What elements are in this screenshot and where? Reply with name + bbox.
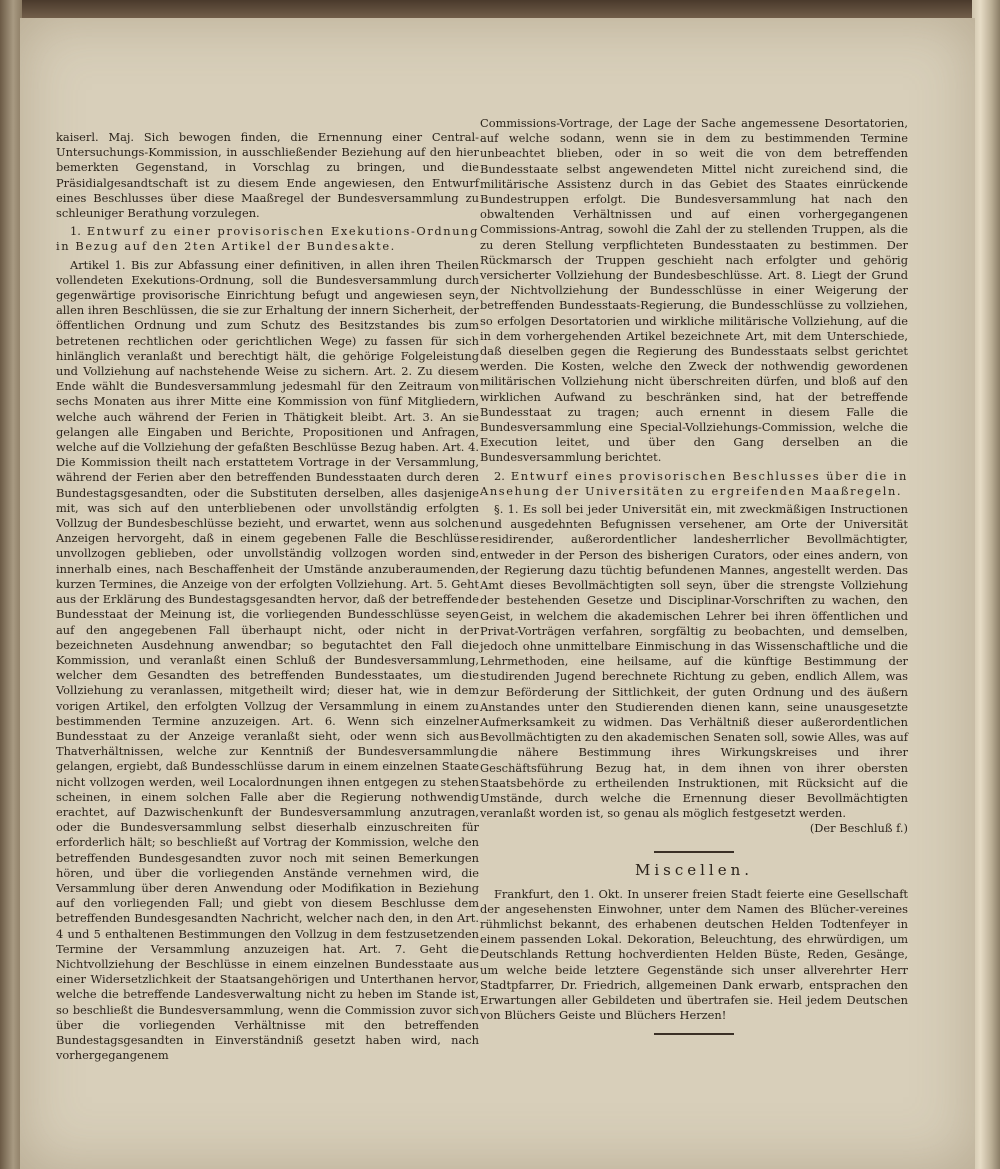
section-heading-2 bbox=[480, 469, 908, 499]
section-heading-1-text: Entwurf zu einer provisorischen Exekutions-Ordnung in Bezug auf den 2ten Artikel der Bundesakte. bbox=[56, 224, 479, 254]
paragraph-section-1 bbox=[480, 502, 908, 836]
book-spine bbox=[0, 0, 22, 1169]
left-column bbox=[56, 130, 479, 1066]
miscellany-heading: Miscellen. bbox=[634, 861, 754, 880]
page-stack-edge bbox=[972, 0, 1000, 1169]
section-number-1: 1. bbox=[70, 224, 81, 239]
section-heading-1 bbox=[56, 224, 479, 254]
right-column bbox=[480, 116, 908, 1035]
intro-paragraph: kaiserl. Maj. Sich bewogen finden, die Ernennung einer Central-Untersuchungs-Kommission, in ausschließender Beziehung auf den hier bemerkten Gegenstand, in Vorschlag zu bringen, und die Präsidialgesandtschaft ist zu diesem Ende angewiesen, den Entwurf eines Beschlusses über diese Maaßregel der Bundesversammlung zu schleuniger Berathung vorzulegen. bbox=[56, 130, 479, 221]
to-be-continued-note: (Der Beschluß f.) bbox=[809, 821, 908, 836]
divider-bottom bbox=[654, 1033, 734, 1035]
section-1-text: §. 1. Es soll bei jeder Universität ein, mit zweckmäßigen Instructionen und ausgedehnten Befugnissen versehener, am Orte der Universität residirender, außerordentlicher landesherrlicher Bevollmächtigter, entweder in der Person des bisherigen Curators, oder eines andern, von der Regierung dazu tüchtig befundenen Mannes, angestellt werden. Das Amt dieses Bevollmächtigten soll seyn, über die strengste Vollziehung der bestehenden Gesetze und Disciplinar-Vorschriften zu wachen, den Geist, in welchem die akademischen Lehrer bei ihren öffentlichen und Privat-Vorträgen verfahren, sorgfältig zu beobachten, und demselben, jedoch ohne unmittelbare Einmischung in das Wissenschaftliche und die Lehrmethoden, eine heilsame, auf die künftige Bestimmung der studirenden Jugend berechnete Richtung zu geben, endlich Allem, was zur Beförderung der Sittlichkeit, der guten Ordnung und des äußern Anstandes unter den Studierenden dienen kann, seine unausgesetzte Aufmerksamkeit zu widmen. Das Verhältniß dieser außerordentlichen Bevollmächtigten zu den akademischen Senaten soll, sowie Alles, was auf die nähere Bestimmung ihres Wirkungskreises und ihrer Geschäftsführung Bezug hat, in dem ihnen von ihrer obersten Staatsbehörde zu ertheilenden Instruktionen, mit Rücksicht auf die Umstände, durch welche die Ernennung dieser Bevollmächtigten veranlaßt worden ist, so genau als möglich festgesetzt werden. bbox=[480, 502, 908, 821]
continuation-paragraph: Commissions-Vortrage, der Lage der Sache angemessene Desortatorien, auf welche sodann, wenn sie in dem zu bestimmenden Termine unbeachtet blieben, oder in so weit die von dem betreffenden Bundesstaate selbst angewendeten Mittel nicht zureichend sind, die militärische Assistenz durch in das Gebiet des Staates einrückende Bundestruppen erfolgt. Die Bundesversammlung hat nach den obwaltenden Verhältnissen und auf einen vorhergegangenen Commissions-Antrag, sowohl die Zahl der zu stellenden Truppen, als die zu deren Stellung verpflichteten Bundesstaaten zu bestimmen. Der Rückmarsch der Truppen geschieht nach erfolgter und gehörig versicherter Vollziehung der Bundesbeschlüsse. Art. 8. Liegt der Grund der Nichtvollziehung der Bundesschlüsse in einer Weigerung der betreffenden Bundesstaats-Regierung, die Bundesschlüsse zu vollziehen, so erfolgen Desortatorien und wirkliche militärische Vollziehung, auf die in dem vorhergehenden Artikel bezeichnete Art, mit dem Unterschiede, daß dieselben gegen die Regierung des Bundesstaats selbst gerichtet werden. Die Kosten, welche den Zweck der nothwendig gewordenen militärischen Vollziehung nicht überschreiten dürfen, und bloß auf den wirklichen Aufwand zu beschränken sind, hat der betreffende Bundesstaat zu tragen; auch ernennt in diesem Falle die Bundesversammlung eine Special-Vollziehungs-Commission, welche die Execution leitet, und über den Gang derselben an die Bundesversammlung berichtet. bbox=[480, 116, 908, 465]
miscellany-article: Frankfurt, den 1. Okt. In unserer freien Stadt feierte eine Gesellschaft der angesehensten Einwohner, unter dem Namen des Blücher-vereines rühmlichst bekannt, des erhabenen deutschen Helden Todtenfeyer in einem passenden Lokal. Dekoration, Beleuchtung, des ehrwürdigen, um Deutschlands Rettung hochverdienten Helden Büste, Reden, Gesänge, um welche beide letztere Gegenstände sich unser allverehrter Herr Stadtpfarrer, Dr. Friedrich, allgemeinen Dank erwarb, entsprachen den Erwartungen aller Gebildeten und übertrafen sie. Heil jedem Deutschen von Blüchers Geiste und Blüchers Herzen! bbox=[480, 886, 908, 1023]
articles-paragraph: Artikel 1. Bis zur Abfassung einer definitiven, in allen ihren Theilen vollendeten Exekutions-Ordnung, soll die Bundesversammlung durch gegenwärtige provisorische Einrichtung befugt und angewiesen seyn, allen ihren Beschlüssen, die sie zur Erhaltung der innern Sicherheit, der öffentlichen Ordnung und zum Schutz des Besitzstandes bis zum betretenen rechtlichen oder gerichtlichen Wege) zu fassen für sich hinlänglich veranlaßt und berechtigt hält, die gehörige Folgeleistung und Vollziehung auf nachstehende Weise zu sichern. Art. 2. Zu diesem Ende wählt die Bundesversammlung jedesmahl für den Zeitraum von sechs Monaten aus ihrer Mitte eine Kommission von fünf Mitgliedern, welche auch während der Ferien in Thätigkeit bleibt. Art. 3. An sie gelangen alle Eingaben und Berichte, Propositionen und Anfragen, welche auf die Vollziehung der gefaßten Beschlüsse Bezug haben. Art. 4. Die Kommission theilt nach erstattetem Vortrage in der Versammlung, während der Ferien aber den betreffenden Bundesstaaten durch deren Bundestagsgesandten, oder die Substituten derselben, alles dasjenige mit, was sich auf den unterbliebenen oder unvollständig erfolgten Vollzug der Bundesbeschlüsse bezieht, und erwartet, wenn aus solchen Anzeigen hervorgeht, daß in einem gegebenen Falle die Beschlüsse unvollzogen geblieben, oder unvollständig vollzogen worden sind, innerhalb eines, nach Beschaffenheit der Umstände anzuberaumenden, kurzen Termines, die Anzeige von der erfolgten Vollziehung. Art. 5. Geht aus der Erklärung des Bundestagsgesandten hervor, daß der betreffende Bundesstaat der Meinung ist, die vorliegenden Bundesschlüsse seyen auf den angegebenen Fall überhaupt nicht, oder nicht in der bezeichneten Ausdehnung anwendbar; so begutachtet den Fall die Kommission, und veranlaßt einen Schluß der Bundesversammlung, welcher dem Gesandten des betreffenden Bundesstaates, um die Vollziehung zu veranlassen, mitgetheilt wird; dieser hat, wie in dem vorigen Artikel, den erfolgten Vollzug der Versammlung in einem zu bestimmenden Termine anzuzeigen. Art. 6. Wenn sich einzelner Bundesstaat zu der Anzeige veranlaßt sieht, oder wenn sich aus Thatverhältnissen, welche zur Kenntniß der Bundesversammlung gelangen, ergiebt, daß Bundesschlüsse darum in einem einzelnen Staate nicht vollzogen werden, weil Localordnungen ihnen entgegen zu stehen scheinen, in einem solchen Falle aber die Regierung nothwendig erachtet, auf Dazwischenkunft der Bundesversammlung anzutragen, oder die Bundesversammlung selbst dieserhalb einzuschreiten für erforderlich hält; so beschließt auf Vortrag der Kommission, welche den betreffenden Bundesgesandten zuvor noch mit seinen Bemerkungen hören, und über die vorliegenden Anstände vernehmen wird, die Versammlung über deren Anwendung oder Modifikation in Beziehung auf den vorliegenden Fall; und giebt von diesem Beschlusse dem betreffenden Bundesgesandten Nachricht, welcher nach den, in den Art. 4 und 5 enthaltenen Bestimmungen den Vollzug in dem festzusetzenden Termine der Versammlung anzuzeigen hat. Art. 7. Geht die Nichtvollziehung der Beschlüsse in einem einzelnen Bundesstaate aus einer Widersetzlichkeit der Staatsangehörigen und Unterthanen hervor, welche die betreffende Landesverwaltung nicht zu heben im Stande ist, so beschließt die Bundesversammlung, wenn die Commission zuvor sich über die vorliegenden Verhältnisse mit den betreffenden Bundestagsgesandten in Einverständniß gesetzt haben wird, nach vorhergegangenem bbox=[56, 257, 479, 1063]
newspaper-page bbox=[20, 18, 975, 1169]
divider-top bbox=[654, 851, 734, 853]
section-number-2: 2. bbox=[494, 468, 505, 483]
section-heading-2-text: Entwurf eines provisorischen Beschlusses über die in Ansehung der Universitäten zu ergreifenden Maaßregeln. bbox=[480, 468, 908, 498]
